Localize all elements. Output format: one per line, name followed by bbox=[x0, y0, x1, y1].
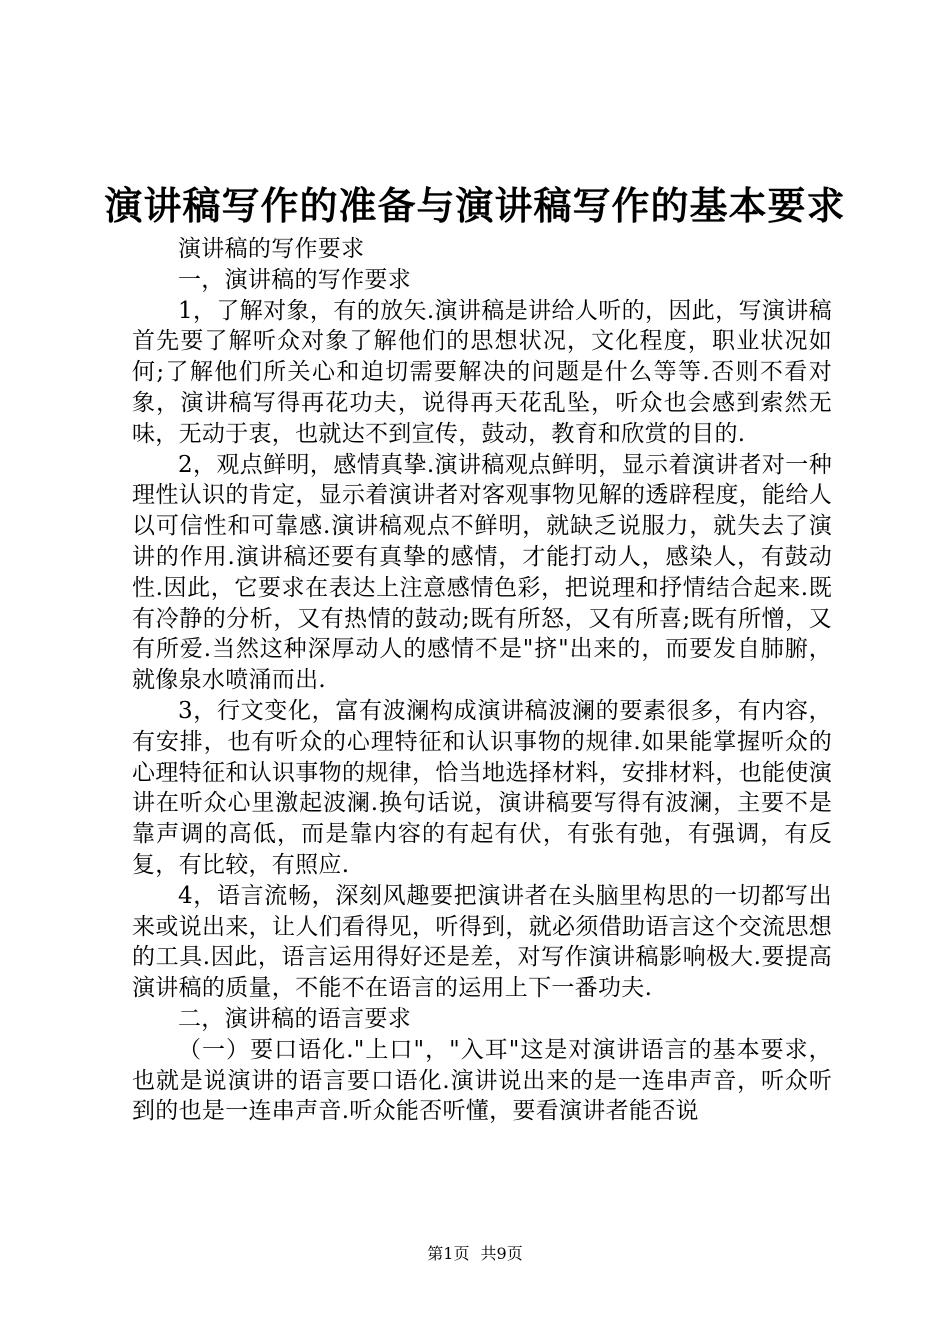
paragraph-point-1: 1，了解对象，有的放矢.演讲稿是讲给人听的，因此，写演讲稿首先要了解听众对象了解他们的思想状况，文化程度，职业状况如何;了解他们所关心和迫切需要解决的问题是什么等等.否则不看对象，演讲稿写得再花功夫，说得再天花乱坠，听众也会感到索然无味，无动于衷，也就达不到宣传，鼓动，教育和欣赏的目的. bbox=[132, 297, 832, 447]
paragraph-point-3: 3，行文变化，富有波澜构成演讲稿波澜的要素很多，有内容，有安排，也有听众的心理特征和认识事物的规律.如果能掌握听众的心理特征和认识事物的规律，恰当地选择材料，安排材料，也能使演讲在听众心里激起波澜.换句话说，演讲稿要写得有波澜，主要不是靠声调的高低，而是靠内容的有起有伏，有张有弛，有强调，有反复，有比较，有照应. bbox=[132, 697, 832, 878]
page-footer bbox=[0, 1243, 950, 1265]
paragraph-point-4: 4，语言流畅，深刻风趣要把演讲者在头脑里构思的一切都写出来或说出来，让人们看得见，听得到，就必须借助语言这个交流思想的工具.因此，语言运用得好还是差，对写作演讲稿影响极大.要提高演讲稿的质量，不能不在语言的运用上下一番功夫. bbox=[132, 882, 832, 1002]
paragraph-subpoint-1: （一）要口语化."上口"，"入耳"这是对演讲语言的基本要求，也就是说演讲的语言要口语化.演讲说出来的是一连串声音，听众听到的也是一连串声音.听众能否听懂，要看演讲者能否说 bbox=[132, 1036, 832, 1125]
page-total: 共9页 bbox=[480, 1244, 523, 1263]
paragraph-heading-1: 一，演讲稿的写作要求 bbox=[178, 266, 411, 293]
page-number: 第1页 bbox=[427, 1244, 470, 1263]
page-title: 演讲稿写作的准备与演讲稿写作的基本要求 bbox=[104, 183, 846, 228]
paragraph-section-subtitle: 演讲稿的写作要求 bbox=[178, 236, 365, 262]
paragraph-heading-2: 二，演讲稿的语言要求 bbox=[178, 1005, 411, 1032]
document-body bbox=[132, 234, 832, 1127]
paragraph-point-2: 2，观点鲜明，感情真挚.演讲稿观点鲜明，显示着演讲者对一种理性认识的肯定，显示着演讲者对客观事物见解的透辟程度，能给人以可信性和可靠感.演讲稿观点不鲜明，就缺乏说服力，就失去了演讲的作用.演讲稿还要有真挚的感情，才能打动人，感染人，有鼓动性.因此，它要求在表达上注意感情色彩，把说理和抒情结合起来.既有冷静的分析，又有热情的鼓动;既有所怒，又有所喜;既有所憎，又有所爱.当然这种深厚动人的感情不是"挤"出来的，而要发自肺腑，就像泉水喷涌而出. bbox=[132, 451, 832, 694]
